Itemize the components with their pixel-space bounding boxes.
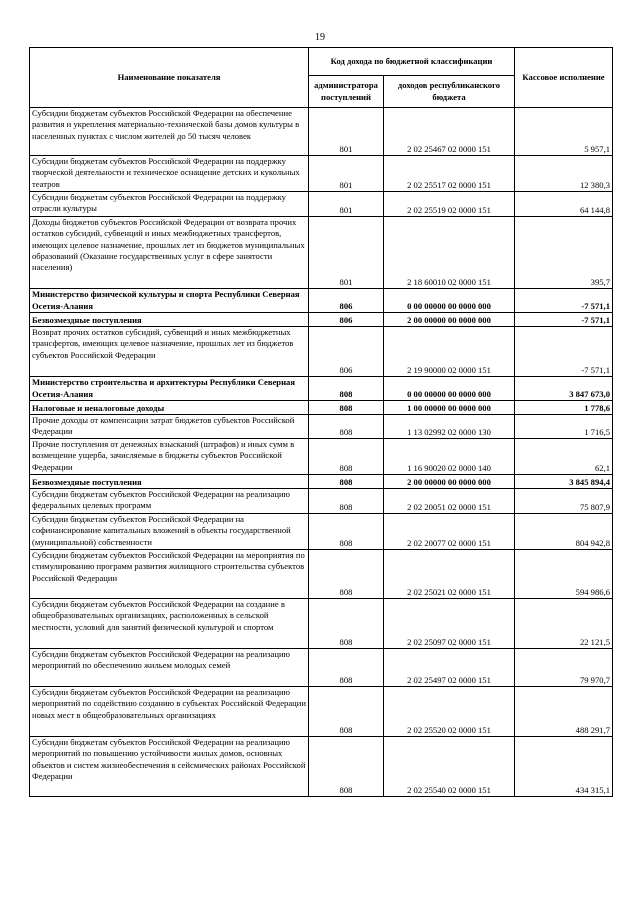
row-amount: 804 942,8 bbox=[515, 514, 613, 550]
row-amount: -7 571,1 bbox=[515, 289, 613, 313]
row-admin-code: 808 bbox=[309, 514, 384, 550]
row-name: Возврат прочих остатков субсидий, субвенций и иных межбюджетных трансфертов, имеющих целевое назначение, прошлых лет из бюджетов субъектов Российской Федерации bbox=[30, 327, 309, 377]
row-name: Прочие доходы от компенсации затрат бюджетов субъектов Российской Федерации bbox=[30, 415, 309, 439]
table-row bbox=[30, 599, 613, 649]
row-revenue-code: 2 00 00000 00 0000 000 bbox=[384, 475, 515, 489]
row-admin-code: 808 bbox=[309, 439, 384, 475]
row-revenue-code: 1 16 90020 02 0000 140 bbox=[384, 439, 515, 475]
row-name: Субсидии бюджетам субъектов Российской Федерации на реализацию федеральных целевых программ bbox=[30, 489, 309, 514]
table-row bbox=[30, 550, 613, 599]
header-revenue: доходов республиканского бюджета bbox=[384, 76, 515, 108]
row-amount: 79 970,7 bbox=[515, 649, 613, 687]
table-row bbox=[30, 439, 613, 475]
header-admin: администратора поступлений bbox=[309, 76, 384, 108]
row-revenue-code: 2 02 25097 02 0000 151 bbox=[384, 599, 515, 649]
table-row bbox=[30, 475, 613, 489]
row-admin-code: 801 bbox=[309, 108, 384, 156]
table-row bbox=[30, 289, 613, 313]
row-admin-code: 808 bbox=[309, 550, 384, 599]
row-amount: 62,1 bbox=[515, 439, 613, 475]
table-row bbox=[30, 489, 613, 514]
row-admin-code: 808 bbox=[309, 415, 384, 439]
row-admin-code: 801 bbox=[309, 156, 384, 192]
row-name: Субсидии бюджетам субъектов Российской Федерации на обеспечение развития и укрепления материально-технической базы домов культуры в населенных пунктах с числом жителей до 50 тысяч человек bbox=[30, 108, 309, 156]
row-name: Субсидии бюджетам субъектов Российской Федерации на поддержку творческой деятельности и техническое оснащение детских и кукольных театров bbox=[30, 156, 309, 192]
row-admin-code: 808 bbox=[309, 599, 384, 649]
row-amount: 64 144,8 bbox=[515, 192, 613, 217]
row-name: Безвозмездные поступления bbox=[30, 313, 309, 327]
table-row bbox=[30, 108, 613, 156]
row-revenue-code: 2 02 25540 02 0000 151 bbox=[384, 737, 515, 797]
row-name: Министерство физической культуры и спорта Республики Северная Осетия-Алания bbox=[30, 289, 309, 313]
table-body bbox=[30, 108, 613, 797]
row-admin-code: 808 bbox=[309, 687, 384, 737]
table-header bbox=[30, 48, 613, 108]
row-admin-code: 808 bbox=[309, 489, 384, 514]
budget-table bbox=[29, 47, 613, 797]
table-row bbox=[30, 377, 613, 401]
row-amount: 3 847 673,0 bbox=[515, 377, 613, 401]
row-amount: -7 571,1 bbox=[515, 313, 613, 327]
row-revenue-code: 2 02 25519 02 0000 151 bbox=[384, 192, 515, 217]
row-admin-code: 801 bbox=[309, 192, 384, 217]
row-admin-code: 808 bbox=[309, 475, 384, 489]
row-revenue-code: 2 19 90000 02 0000 151 bbox=[384, 327, 515, 377]
row-amount: 488 291,7 bbox=[515, 687, 613, 737]
header-cash: Кассовое исполнение bbox=[515, 48, 613, 108]
row-name: Безвозмездные поступления bbox=[30, 475, 309, 489]
row-amount: 1 716,5 bbox=[515, 415, 613, 439]
table-row bbox=[30, 415, 613, 439]
row-name: Субсидии бюджетам субъектов Российской Федерации на поддержку отрасли культуры bbox=[30, 192, 309, 217]
table-row bbox=[30, 649, 613, 687]
row-name: Доходы бюджетов субъектов Российской Федерации от возврата прочих остатков субсидий, субвенций и иных межбюджетных трансфертов, имеющих целевое назначение, прошлых лет из бюджетов муниципальных образований (Оказание государственных услуг в сфере занятости населения) bbox=[30, 217, 309, 289]
row-name: Субсидии бюджетам субъектов Российской Федерации на реализацию мероприятий по содействию созданию в субъектах Российской Федерации новых мест в общеобразовательных организациях bbox=[30, 687, 309, 737]
row-admin-code: 808 bbox=[309, 737, 384, 797]
table-row bbox=[30, 514, 613, 550]
row-name: Министерство строительства и архитектуры Республики Северная Осетия-Алания bbox=[30, 377, 309, 401]
row-revenue-code: 2 00 00000 00 0000 000 bbox=[384, 313, 515, 327]
row-admin-code: 808 bbox=[309, 401, 384, 415]
row-amount: 395,7 bbox=[515, 217, 613, 289]
table-row bbox=[30, 737, 613, 797]
row-revenue-code: 0 00 00000 00 0000 000 bbox=[384, 289, 515, 313]
table-row bbox=[30, 401, 613, 415]
header-name: Наименование показателя bbox=[30, 48, 309, 108]
row-revenue-code: 2 02 25517 02 0000 151 bbox=[384, 156, 515, 192]
row-amount: 75 807,9 bbox=[515, 489, 613, 514]
row-amount: 5 957,1 bbox=[515, 108, 613, 156]
row-revenue-code: 2 02 25021 02 0000 151 bbox=[384, 550, 515, 599]
row-name: Прочие поступления от денежных взысканий (штрафов) и иных сумм в возмещение ущерба, зачисляемые в бюджеты субъектов Российской Федерации bbox=[30, 439, 309, 475]
table-row bbox=[30, 327, 613, 377]
row-revenue-code: 2 02 20051 02 0000 151 bbox=[384, 489, 515, 514]
row-amount: 434 315,1 bbox=[515, 737, 613, 797]
row-admin-code: 806 bbox=[309, 313, 384, 327]
row-amount: -7 571,1 bbox=[515, 327, 613, 377]
table-row bbox=[30, 687, 613, 737]
row-admin-code: 806 bbox=[309, 327, 384, 377]
header-code-group: Код дохода по бюджетной классификации bbox=[309, 48, 515, 76]
row-amount: 3 845 894,4 bbox=[515, 475, 613, 489]
row-admin-code: 801 bbox=[309, 217, 384, 289]
row-name: Субсидии бюджетам субъектов Российской Федерации на реализацию мероприятий по обеспечению жильем молодых семей bbox=[30, 649, 309, 687]
row-revenue-code: 1 13 02992 02 0000 130 bbox=[384, 415, 515, 439]
row-name: Субсидии бюджетам субъектов Российской Федерации на софинансирование капитальных вложений в объекты государственной (муниципальной) собственности bbox=[30, 514, 309, 550]
row-name: Субсидии бюджетам субъектов Российской Федерации на мероприятия по стимулированию программ развития жилищного строительства субъектов Российской Федерации bbox=[30, 550, 309, 599]
page-number: 19 bbox=[315, 32, 325, 43]
row-admin-code: 808 bbox=[309, 377, 384, 401]
row-revenue-code: 2 02 25497 02 0000 151 bbox=[384, 649, 515, 687]
row-amount: 12 380,3 bbox=[515, 156, 613, 192]
table-row bbox=[30, 313, 613, 327]
row-amount: 594 986,6 bbox=[515, 550, 613, 599]
table-row bbox=[30, 192, 613, 217]
row-name: Субсидии бюджетам субъектов Российской Федерации на реализацию мероприятий по повышению устойчивости жилых домов, основных объектов и систем жизнеобеспечения в сейсмических районах Российской Федерации bbox=[30, 737, 309, 797]
row-revenue-code: 2 18 60010 02 0000 151 bbox=[384, 217, 515, 289]
table-row bbox=[30, 217, 613, 289]
row-revenue-code: 2 02 20077 02 0000 151 bbox=[384, 514, 515, 550]
row-amount: 22 121,5 bbox=[515, 599, 613, 649]
table-row bbox=[30, 156, 613, 192]
row-revenue-code: 2 02 25467 02 0000 151 bbox=[384, 108, 515, 156]
row-revenue-code: 2 02 25520 02 0000 151 bbox=[384, 687, 515, 737]
row-revenue-code: 0 00 00000 00 0000 000 bbox=[384, 377, 515, 401]
row-revenue-code: 1 00 00000 00 0000 000 bbox=[384, 401, 515, 415]
row-admin-code: 806 bbox=[309, 289, 384, 313]
row-amount: 1 778,6 bbox=[515, 401, 613, 415]
row-name: Налоговые и неналоговые доходы bbox=[30, 401, 309, 415]
row-name: Субсидии бюджетам субъектов Российской Федерации на создание в общеобразовательных организациях, расположенных в сельской местности, условий для занятий физической культурой и спортом bbox=[30, 599, 309, 649]
row-admin-code: 808 bbox=[309, 649, 384, 687]
